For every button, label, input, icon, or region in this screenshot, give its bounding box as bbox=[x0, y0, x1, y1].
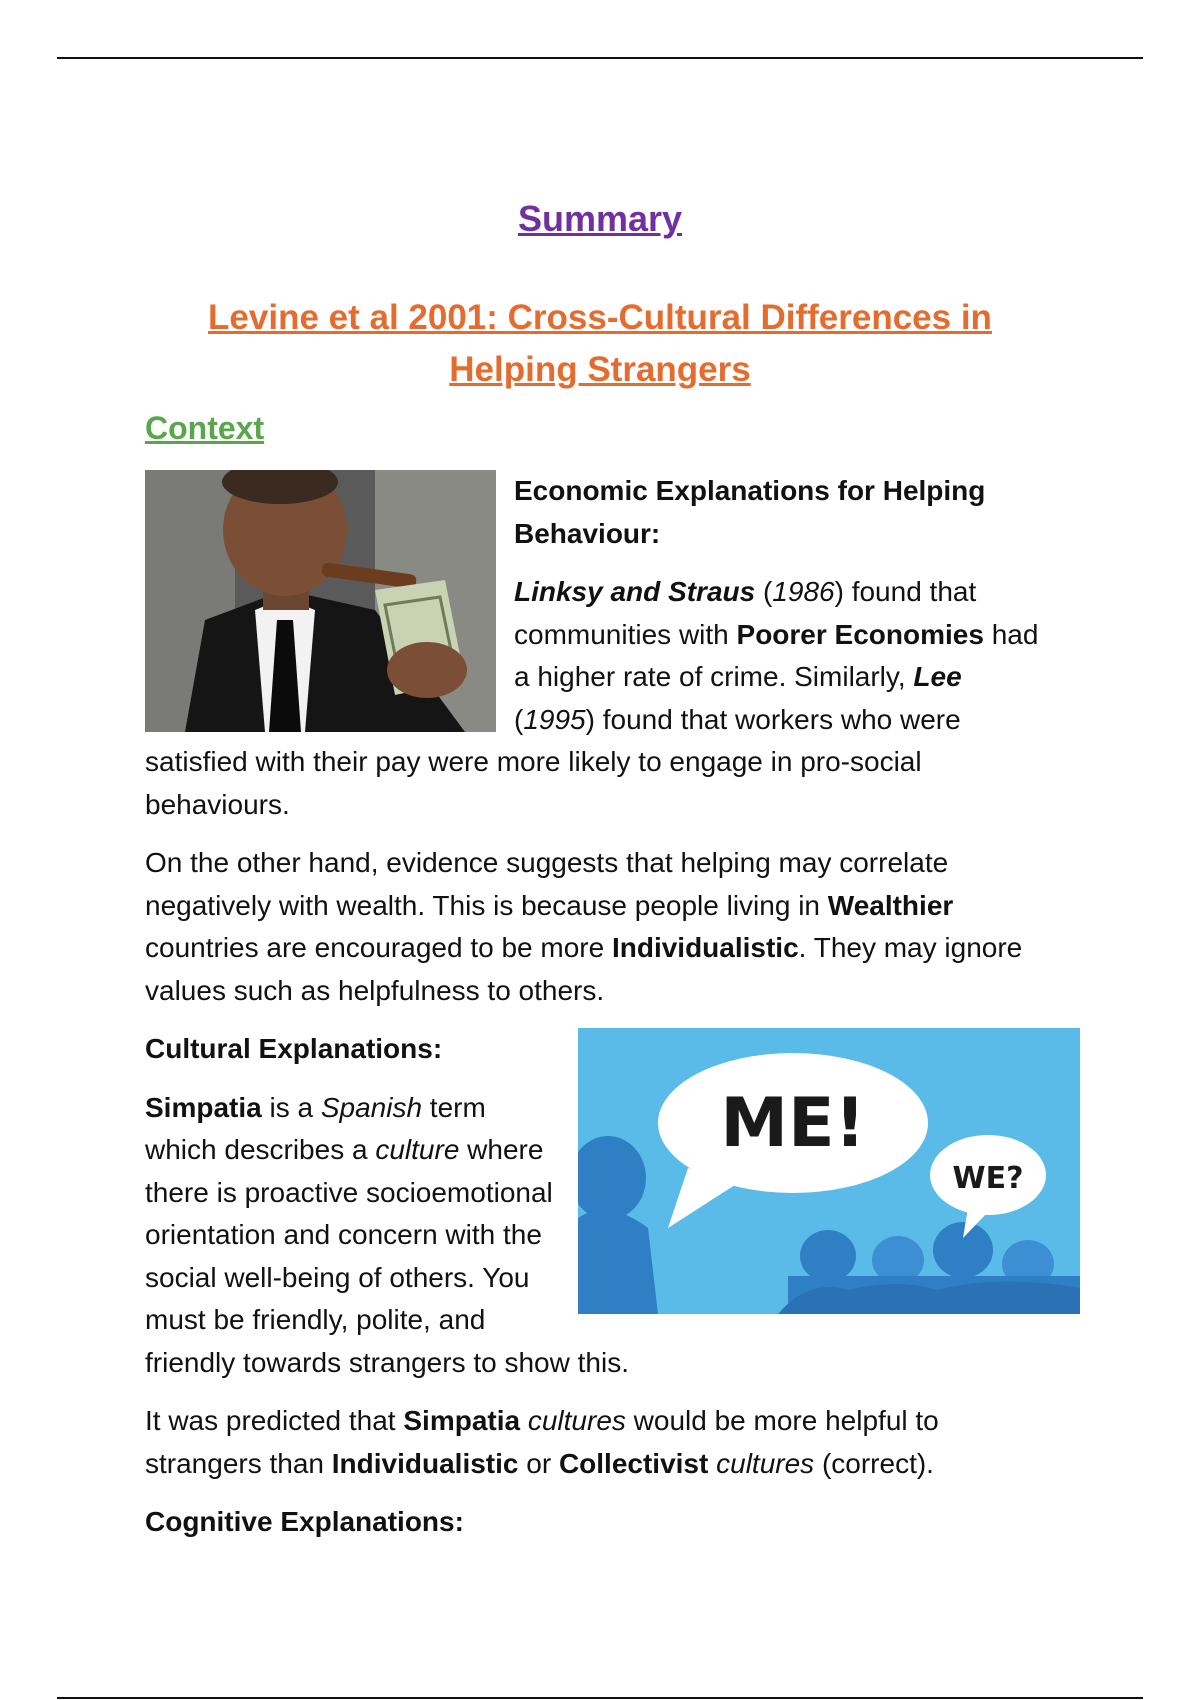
text-span bbox=[708, 1448, 716, 1479]
citation-lee: Lee bbox=[913, 661, 962, 692]
text-span: (correct). bbox=[814, 1447, 934, 1479]
text-span: . They may ignore values such as helpfulness to others. bbox=[145, 932, 1023, 1006]
term-individualistic: Individualistic bbox=[331, 1447, 519, 1479]
text-span: ( bbox=[514, 703, 524, 735]
economic-section bbox=[145, 470, 1050, 1028]
text-span: would be more helpful to strangers than bbox=[145, 1405, 939, 1479]
year-1986: 1986 bbox=[772, 576, 835, 607]
text-span: ) found that workers who were satisfied with their pay were more likely to engage in pro-social behaviours. bbox=[145, 703, 961, 820]
term-poorer-economies: Poorer Economies bbox=[736, 618, 984, 650]
study-title: Levine et al 2001: Cross-Cultural Differences in Helping Strangers bbox=[208, 298, 992, 389]
context-heading: Context bbox=[145, 410, 265, 446]
term-cultures: cultures bbox=[527, 1405, 626, 1436]
bubble-we-text: WE? bbox=[952, 1161, 1024, 1196]
bubble-me-text: ME! bbox=[720, 1084, 866, 1163]
citation-linksy-straus: Linksy and Straus bbox=[514, 576, 756, 607]
text-span: On the other hand, evidence suggests that helping may correlate negatively with wealth. This is because people living in bbox=[145, 847, 949, 921]
year-1995: 1995 bbox=[523, 703, 586, 735]
economic-heading: Economic Explanations for Helping Behaviour: bbox=[514, 475, 986, 549]
man-burning-money-image bbox=[145, 470, 496, 732]
text-span: countries are encouraged to be more bbox=[145, 932, 612, 963]
cultural-section bbox=[145, 1028, 1050, 1560]
term-simpatia: Simpatia bbox=[145, 1091, 262, 1123]
cultural-paragraph-2 bbox=[145, 1400, 1050, 1485]
text-span bbox=[520, 1405, 528, 1436]
text-span: had a higher rate of crime. Similarly, bbox=[514, 618, 1039, 692]
term-individualistic: Individualistic bbox=[611, 932, 799, 963]
top-rule bbox=[57, 57, 1143, 59]
text-span: It was predicted that bbox=[145, 1405, 404, 1436]
cognitive-heading: Cognitive Explanations: bbox=[145, 1506, 464, 1537]
economic-paragraph-2 bbox=[145, 842, 1050, 1012]
term-simpatia: Simpatia bbox=[403, 1405, 521, 1436]
text-span: where there is proactive socioemotional orientation and concern with the social well-being of others. You must be friendly, polite, and friendly towards strangers to show this. bbox=[145, 1134, 629, 1378]
text-span: or bbox=[518, 1447, 559, 1479]
bottom-rule bbox=[57, 1697, 1143, 1699]
term-collectivist: Collectivist bbox=[558, 1447, 709, 1479]
text-span: is a bbox=[261, 1091, 321, 1123]
text-span: ) found that communities with bbox=[514, 576, 977, 650]
me-we-illustration bbox=[578, 1028, 1080, 1314]
term-wealthier: Wealthier bbox=[827, 889, 954, 921]
cultural-heading: Cultural Explanations: bbox=[145, 1033, 443, 1064]
term-cultures: cultures bbox=[716, 1447, 815, 1479]
text-span: ( bbox=[755, 576, 773, 607]
text-span: term which describes a bbox=[145, 1091, 486, 1165]
me-we-speech-bubbles-image bbox=[578, 1028, 1080, 1314]
term-culture: culture bbox=[375, 1134, 460, 1165]
page-title: Summary bbox=[517, 198, 683, 239]
man-burning-money-illustration bbox=[145, 470, 496, 732]
term-spanish: Spanish bbox=[320, 1091, 423, 1123]
